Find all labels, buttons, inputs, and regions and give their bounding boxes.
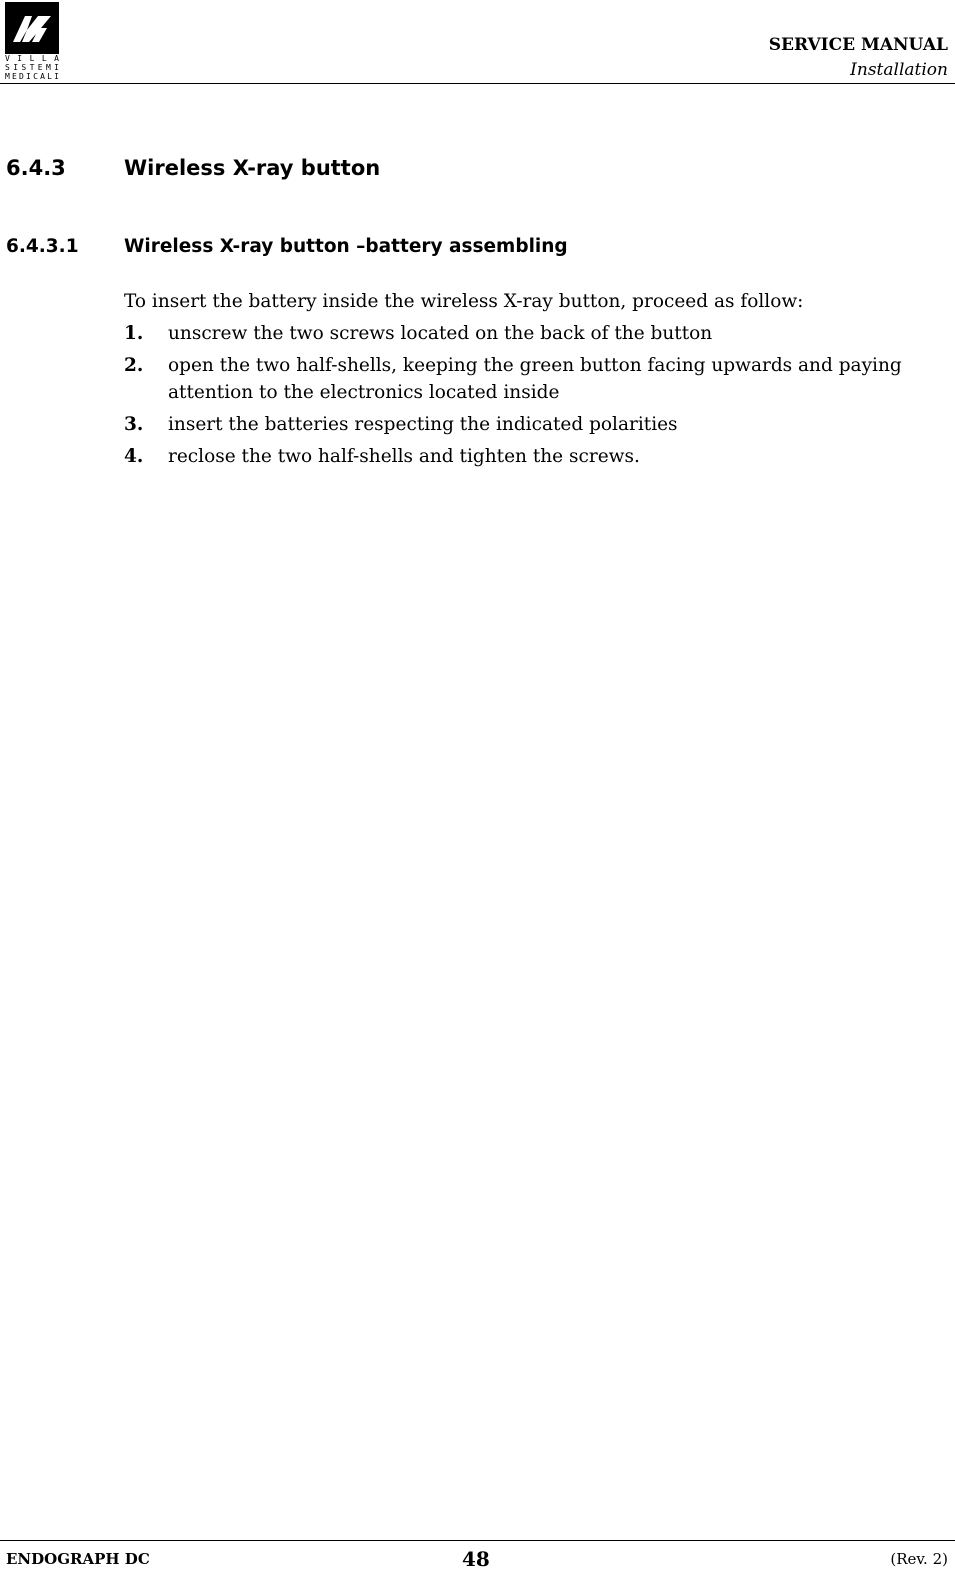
step-number: 4. (124, 446, 144, 467)
section-title: Wireless X-ray button (124, 156, 381, 180)
step-text: reclose the two half-shells and tighten the screws. (168, 446, 640, 467)
company-logo (5, 2, 59, 81)
list-item (124, 443, 944, 470)
footer-divider (0, 1540, 955, 1541)
villa-sistemi-medicali-logo-icon (5, 2, 59, 54)
manual-title: SERVICE MANUAL (768, 35, 948, 55)
logo-text-sistemi: S I S T E M I (5, 63, 59, 72)
section-number: 6.4.3 (6, 156, 66, 180)
step-text: insert the batteries respecting the indicated polarities (168, 414, 678, 435)
subsection-title: Wireless X-ray button –battery assembling (124, 236, 568, 257)
list-item (124, 411, 944, 438)
revision-label: (Rev. 2) (890, 1550, 948, 1568)
product-name: ENDOGRAPH DC (6, 1550, 150, 1568)
logo-text-villa: V I L L A (5, 54, 59, 63)
step-text: open the two half-shells, keeping the green button facing upwards and paying attention to the electronics located inside (168, 355, 902, 403)
logo-text-medicali: M E D I C A L I (5, 72, 59, 81)
step-number: 3. (124, 414, 144, 435)
header-divider (0, 83, 955, 84)
page-number: 48 (462, 1547, 490, 1571)
step-number: 2. (124, 355, 144, 376)
manual-chapter: Installation (850, 60, 948, 80)
step-number: 1. (124, 323, 144, 344)
subsection-number: 6.4.3.1 (6, 236, 79, 257)
intro-paragraph: To insert the battery inside the wireless X-ray button, proceed as follow: (124, 291, 804, 312)
procedure-steps (124, 320, 944, 475)
step-text: unscrew the two screws located on the back of the button (168, 323, 713, 344)
list-item (124, 352, 944, 406)
list-item (124, 320, 944, 347)
